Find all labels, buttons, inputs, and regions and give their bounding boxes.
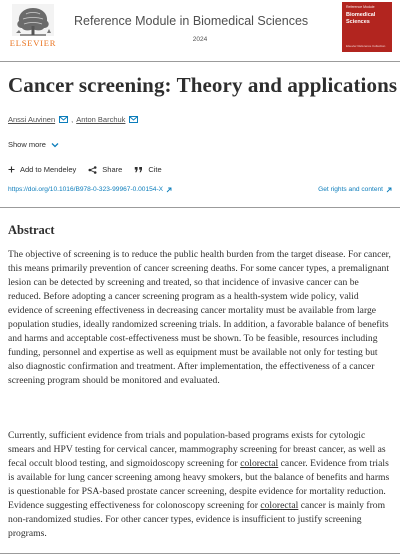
doi-link[interactable] — [8, 186, 172, 193]
author-link[interactable]: Anton Barchuk — [76, 115, 126, 124]
journal-cover-image[interactable] — [342, 2, 392, 52]
author-separator: , — [71, 115, 74, 124]
external-link-icon — [166, 187, 172, 193]
chevron-down-icon — [51, 142, 59, 148]
colorectal-term-link[interactable]: colorectal — [240, 458, 279, 469]
add-to-mendeley-button[interactable] — [8, 165, 76, 174]
article-links — [8, 186, 392, 193]
publisher-name: ELSEVIER — [9, 38, 57, 48]
author-list — [8, 115, 141, 124]
show-more-button[interactable] — [8, 140, 59, 149]
plus-icon — [8, 166, 15, 173]
add-to-mendeley-label: Add to Mendeley — [20, 165, 77, 174]
journal-title[interactable]: Reference Module in Biomedical Sciences — [74, 14, 309, 28]
cover-bottom-text: Elsevier Reference Collection — [346, 44, 386, 48]
header-divider — [0, 61, 400, 62]
paragraph-text: cancer. Evidence from trials is available for lung cancer screening among heavy smokers, but the balance of benefits and harms is questionable for PSA-based prostate cancer screening, despite evidence for mortality reduction. Evidence suggesting effectiveness for colonoscopy screening for — [8, 458, 390, 511]
doi-text: https://doi.org/10.1016/B978-0-323-99967-0.00154-X — [8, 186, 164, 193]
article-header — [0, 0, 400, 62]
paragraph-text: cancer is mainly from non-randomized studies. For other cancer types, evidence is insufficient to justify screening programs. — [8, 500, 386, 539]
external-link-icon — [386, 187, 392, 193]
rights-and-content-link[interactable] — [318, 186, 392, 193]
cite-label: Cite — [148, 165, 162, 174]
colorectal-term-link[interactable]: colorectal — [260, 500, 299, 511]
envelope-icon[interactable] — [129, 116, 138, 123]
author-link[interactable]: Anssi Auvinen — [8, 115, 56, 124]
footer-divider — [0, 553, 400, 554]
actions-divider — [0, 207, 400, 208]
abstract-heading: Abstract — [8, 223, 55, 237]
share-icon — [88, 166, 97, 174]
journal-year: 2024 — [192, 36, 208, 43]
abstract-paragraph: The objective of screening is to reduce the public health burden from the target disease. For cancer, this means primarily prevention of cancer screening deaths. For some cancer types, a premalignant lesion can be detected by screening and treated, so that incidence of invasive cancer can be reduced. Before adopting a cancer screening program as a health-system wide policy, valid evidence of screening effectiveness in decreasing cancer mortality must be available from large population studies, ideally randomized screening trials. In addition, a favorable balance of benefits and harms and acceptable cost-effectiveness must be shown. To be feasible, resources including funding, personnel and expertise as well as equipment must be available not only for testing but also diagnostic confirmation and treatment. After implementation, the effectiveness of a cancer screening program should be monitored and evaluated. — [8, 249, 391, 386]
cover-title-line2: Sciences — [346, 18, 370, 25]
cover-top-text: Reference Module — [346, 5, 375, 9]
rights-text: Get rights and content — [318, 186, 383, 193]
cover-title-line1: Biomedical — [346, 12, 376, 18]
show-more-label: Show more — [8, 140, 46, 149]
abstract-paragraph — [8, 429, 393, 541]
paragraph-text: Currently, sufficient evidence from trials and population-based programs exists for cytologic smears and HPV testing for cervical cancer, mammography screening for breast cancer, as well as fecal occult blood testing, and sigmoidoscopy screening for — [8, 430, 386, 469]
article-actions — [8, 165, 174, 174]
cite-button[interactable] — [134, 165, 161, 174]
envelope-icon[interactable] — [59, 116, 68, 123]
share-button[interactable] — [88, 165, 122, 174]
article-title: Cancer screening: Theory and applications — [8, 73, 398, 97]
share-label: Share — [102, 165, 123, 174]
quote-icon — [134, 166, 143, 173]
